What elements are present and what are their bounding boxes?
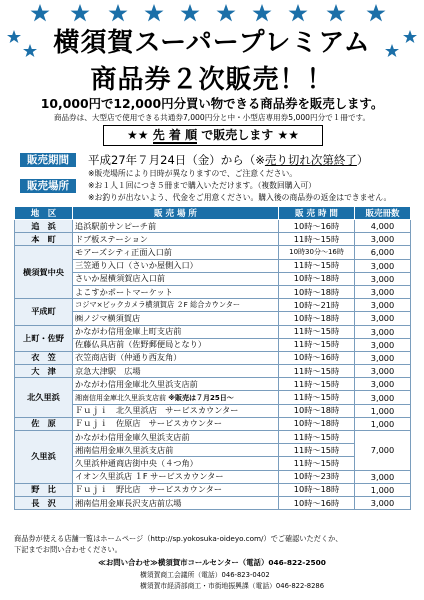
table-row xyxy=(15,351,411,364)
place-cell: さいか屋横須賀店入口前 xyxy=(73,272,279,285)
place-cell: Ｆｕｊｉ 北久里浜店 サービスカウンター xyxy=(73,404,279,417)
place-cell: Ｆｕｊｉ 佐原店 サービスカウンター xyxy=(73,417,279,430)
table-row xyxy=(15,299,411,312)
banner-tail: で販売します xyxy=(201,128,274,142)
table-header-row xyxy=(15,207,411,220)
place-cell: よこすかポートマーケット xyxy=(73,285,279,298)
time-cell: 11時～15時 xyxy=(279,259,355,272)
area-cell: 野 比 xyxy=(15,483,73,496)
table-row xyxy=(15,417,411,430)
table-row xyxy=(15,496,411,509)
count-cell: 3,000 xyxy=(355,338,411,351)
place-cell: Ｆｕｊｉ 野比店 サービスカウンター xyxy=(73,483,279,496)
place-note: ※販売は７月25日～ xyxy=(168,393,234,402)
area-cell: 大 津 xyxy=(15,365,73,378)
time-cell: 11時～15時 xyxy=(279,391,355,404)
table-row xyxy=(15,338,411,351)
table-row xyxy=(15,483,411,496)
table-row xyxy=(15,220,411,233)
place-cell: 三笠通り入口（さいか屋側入口） xyxy=(73,259,279,272)
period-underlined: 売り切れ次第終了 xyxy=(264,153,357,167)
count-cell: 4,000 xyxy=(355,220,411,233)
table-row xyxy=(15,312,411,325)
time-cell: 10時30分～16時 xyxy=(279,246,355,259)
time-cell: 10時～18時 xyxy=(279,272,355,285)
table-row xyxy=(15,470,411,483)
place-cell: 追浜駅前サンピーチ前 xyxy=(73,220,279,233)
table-row xyxy=(15,259,411,272)
header-place: 販 売 場 所 xyxy=(73,207,279,220)
place-note-2: ※お釣りが出ないよう、代金をご用意ください。購入後の商品券の返金はできません。 xyxy=(88,193,392,202)
header-area: 地 区 xyxy=(15,207,73,220)
count-cell: 3,000 xyxy=(355,299,411,312)
time-cell: 11時～15時 xyxy=(279,325,355,338)
title-line-1: 横須賀スーパープレミアム xyxy=(53,28,371,58)
place-cell: 湘南信用金庫久里浜支店前 xyxy=(73,444,279,457)
table-row xyxy=(15,444,411,457)
place-cell: かながわ信用金庫久里浜支店前 xyxy=(73,431,279,444)
area-cell: 上町・佐野 xyxy=(15,325,73,351)
table-row xyxy=(15,365,411,378)
time-cell: 11時～15時 xyxy=(279,457,355,470)
time-cell: 10時～18時 xyxy=(279,404,355,417)
contact-main: 横須賀市コールセンター（電話）046-822-2500 xyxy=(157,558,326,567)
count-cell: 3,000 xyxy=(355,233,411,246)
count-cell: 1,000 xyxy=(355,404,411,417)
place-cell: ㈱ノジマ横須賀店 xyxy=(73,312,279,325)
office-line-1: 横須賀商工会議所（電話）046-823-0402 xyxy=(140,571,270,579)
first-come-banner xyxy=(103,125,323,146)
title-line-2: 商品券２次販売！！ xyxy=(90,65,334,95)
count-cell: 3,000 xyxy=(355,259,411,272)
place-text: 湘南信用金庫北久里浜支店前 xyxy=(75,393,166,402)
count-cell: 3,000 xyxy=(355,378,411,391)
time-cell: 11時～15時 xyxy=(279,365,355,378)
place-cell: 佐藤仏具店前（佐野郵便局となり） xyxy=(73,338,279,351)
count-cell: 3,000 xyxy=(355,351,411,364)
area-cell: 衣 笠 xyxy=(15,351,73,364)
time-cell: 10時～16時 xyxy=(279,351,355,364)
period-text xyxy=(88,152,368,168)
time-cell: 10時～23時 xyxy=(279,470,355,483)
place-cell: イオン久里浜店 １F サービスカウンター xyxy=(73,470,279,483)
count-cell: 6,000 xyxy=(355,246,411,259)
area-cell: 平成町 xyxy=(15,299,73,325)
place-cell: かながわ信用金庫北久里浜支店前 xyxy=(73,378,279,391)
table-row xyxy=(15,233,411,246)
place-cell: かながわ信用金庫上町支店前 xyxy=(73,325,279,338)
time-cell: 10時～21時 xyxy=(279,299,355,312)
table-row xyxy=(15,404,411,417)
sub-text: 商品券は、大型店で使用できる共通券7,000円分と中・小型店専用券5,000円分で１冊です。 xyxy=(53,113,371,122)
table-row xyxy=(15,325,411,338)
place-cell: コジマ×ビックカメラ横須賀店 ２F 総合カウンター xyxy=(73,299,279,312)
count-cell: 3,000 xyxy=(355,496,411,509)
period-main: 平成27年７月24日（金）から（※ xyxy=(88,153,265,167)
place-cell: 湘南信用金庫長沢支店前広場 xyxy=(73,496,279,509)
area-cell: 本 町 xyxy=(15,233,73,246)
place-cell: 衣笠商店街（仲通り西友角） xyxy=(73,351,279,364)
header-time: 販 売 時 間 xyxy=(279,207,355,220)
table-row xyxy=(15,246,411,259)
contact-prefix: ≪お問い合わせ≫ xyxy=(98,558,158,567)
table-row xyxy=(15,431,411,444)
table-row xyxy=(15,391,411,404)
area-cell: 長 沢 xyxy=(15,496,73,509)
period-label: 販売期間 xyxy=(20,153,76,167)
footer-line-2: 下記までお問い合わせください。 xyxy=(14,545,122,554)
place-cell: 京急大津駅 広場 xyxy=(73,365,279,378)
place-note-1: ※お１人１回につき５冊まで購入いただけます。（複数回購入可） xyxy=(88,181,316,190)
banner-stars-left: ★★ xyxy=(127,128,149,142)
count-cell: 3,000 xyxy=(355,285,411,298)
table-row xyxy=(15,457,411,470)
count-cell: 1,000 xyxy=(355,417,411,430)
count-cell: 3,000 xyxy=(355,391,411,404)
count-cell: 3,000 xyxy=(355,325,411,338)
place-cell: ドブ板ステーション xyxy=(73,233,279,246)
count-cell: 3,000 xyxy=(355,312,411,325)
area-cell: 佐 原 xyxy=(15,417,73,430)
time-cell: 10時～18時 xyxy=(279,285,355,298)
time-cell: 10時～16時 xyxy=(279,496,355,509)
area-cell: 横須賀中央 xyxy=(15,246,73,299)
place-label: 販売場所 xyxy=(20,179,76,193)
header-count: 販売冊数 xyxy=(355,207,411,220)
count-cell: 1,000 xyxy=(355,483,411,496)
place-cell: 久里浜仲通商店街中央（４つ角） xyxy=(73,457,279,470)
contact-line xyxy=(0,557,424,568)
period-end: ） xyxy=(356,153,369,167)
count-cell: 3,000 xyxy=(355,365,411,378)
time-cell: 11時～15時 xyxy=(279,431,355,444)
time-cell: 11時～15時 xyxy=(279,233,355,246)
lead-text: 10,000円で12,000円分買い物できる商品券を販売します。 xyxy=(40,96,384,111)
count-cell: 3,000 xyxy=(355,470,411,483)
time-cell: 11時～15時 xyxy=(279,338,355,351)
sales-table xyxy=(14,206,411,510)
time-cell: 10時～16時 xyxy=(279,220,355,233)
footer-line-1: 商品券が使える店舗一覧はホームページ（http://sp.yokosuka-oideyo.com/）でご確認いただくか、 xyxy=(14,534,343,543)
time-cell: 11時～15時 xyxy=(279,378,355,391)
area-cell: 北久里浜 xyxy=(15,378,73,418)
area-cell: 久里浜 xyxy=(15,431,73,484)
count-cell: 3,000 xyxy=(355,272,411,285)
table-row xyxy=(15,272,411,285)
count-cell: 7,000 xyxy=(355,431,411,471)
time-cell: 10時～18時 xyxy=(279,312,355,325)
office-line-2: 横須賀市経済部商工・市街地振興課（電話）046-822-8286 xyxy=(140,582,325,590)
time-cell: 10時～18時 xyxy=(279,483,355,496)
table-row xyxy=(15,378,411,391)
place-cell: モアーズシティ正面入口前 xyxy=(73,246,279,259)
banner-highlight: 先 着 順 xyxy=(152,128,198,142)
place-cell xyxy=(73,391,279,404)
time-cell: 10時～18時 xyxy=(279,417,355,430)
area-cell: 追 浜 xyxy=(15,220,73,233)
period-note: ※販売場所により日時が異なりますので、ご注意ください。 xyxy=(88,169,298,178)
time-cell: 11時～15時 xyxy=(279,444,355,457)
banner-stars-right: ★★ xyxy=(277,128,299,142)
table-row xyxy=(15,285,411,298)
